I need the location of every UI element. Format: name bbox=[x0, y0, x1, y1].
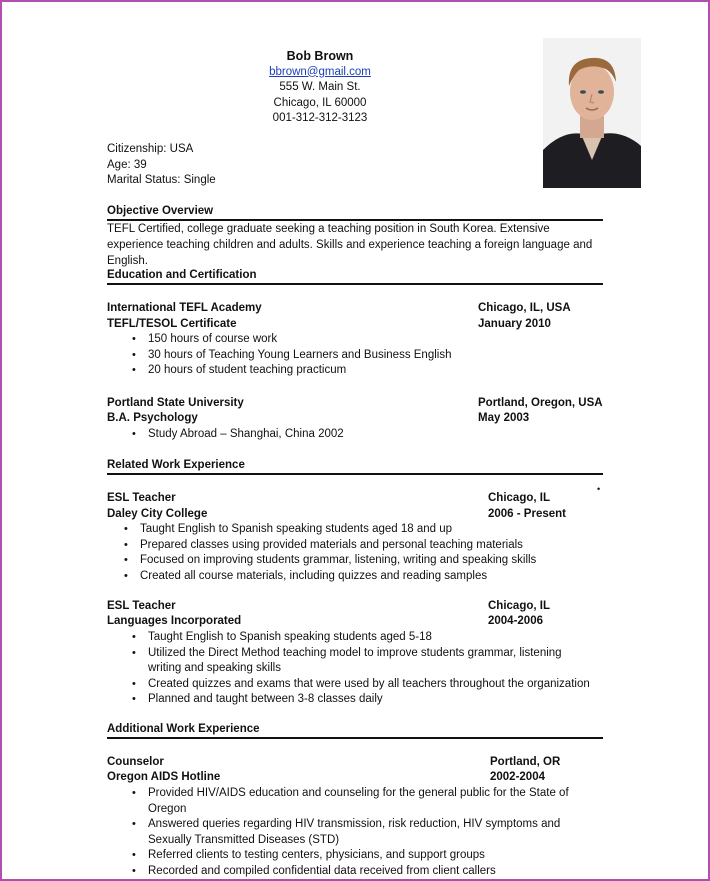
list-item: • Referred clients to testing centers, physicians, and support groups bbox=[148, 848, 569, 864]
job-bullets bbox=[148, 786, 569, 880]
candidate-name: Bob Brown bbox=[286, 49, 354, 63]
job-title: Counselor bbox=[107, 756, 164, 768]
list-item: • Utilized the Direct Method teaching model to improve students grammar, listening bbox=[148, 646, 590, 662]
list-item: • Taught English to Spanish speaking students aged 5-18 bbox=[148, 630, 590, 646]
job-dates: 2002-2004 bbox=[490, 771, 545, 783]
education-date: May 2003 bbox=[478, 412, 530, 424]
job-title: ESL Teacher bbox=[107, 492, 176, 504]
list-item: • Created all course materials, including quizzes and reading samples bbox=[140, 569, 536, 585]
job-org: Oregon AIDS Hotline bbox=[107, 771, 221, 783]
education-date: January 2010 bbox=[478, 318, 551, 330]
job-org: Languages Incorporated bbox=[107, 615, 242, 627]
list-item: • Study Abroad – Shanghai, China 2002 bbox=[148, 427, 344, 443]
objective-text: TEFL Certified, college graduate seeking a teaching position in South Korea. Extensive experience teaching children and adults. Skills and experience teaching a foreign language and English. bbox=[107, 223, 593, 267]
education-institution: International TEFL Academy bbox=[107, 302, 262, 314]
education-bullets bbox=[148, 332, 451, 379]
list-item: • Created quizzes and exams that were used by all teachers throughout the organization bbox=[148, 677, 590, 693]
job-bullets bbox=[148, 630, 590, 708]
list-item-continuation: Sexually Transmitted Diseases (STD) bbox=[148, 833, 340, 846]
list-item: • Recorded and compiled confidential data received from client callers bbox=[148, 864, 569, 880]
portrait-icon bbox=[543, 38, 641, 188]
job-location: Chicago, IL bbox=[488, 492, 550, 504]
list-item: • 20 hours of student teaching practicum bbox=[148, 363, 451, 379]
contact-block bbox=[220, 49, 420, 127]
age: Age: 39 bbox=[107, 159, 147, 171]
education-location: Portland, Oregon, USA bbox=[478, 397, 603, 409]
additional-work-heading: Additional Work Experience bbox=[107, 722, 603, 739]
phone-line: 001-312-312-3123 bbox=[272, 112, 368, 124]
job-location: Portland, OR bbox=[490, 756, 561, 768]
profile-photo bbox=[543, 38, 641, 188]
email-link[interactable]: bbrown@gmail.com bbox=[269, 65, 371, 78]
education-credential: B.A. Psychology bbox=[107, 412, 198, 424]
list-item-continuation: Oregon bbox=[148, 802, 187, 815]
list-item: • Answered queries regarding HIV transmission, risk reduction, HIV symptoms and bbox=[148, 817, 569, 833]
list-item: • Focused on improving students grammar, listening, writing and speaking skills bbox=[140, 553, 536, 569]
job-org: Daley City College bbox=[107, 508, 208, 520]
education-institution: Portland State University bbox=[107, 397, 244, 409]
education-heading: Education and Certification bbox=[107, 268, 603, 285]
education-credential: TEFL/TESOL Certificate bbox=[107, 318, 237, 330]
job-bullets bbox=[140, 522, 536, 584]
education-location: Chicago, IL, USA bbox=[478, 302, 571, 314]
list-item: • Taught English to Spanish speaking students aged 18 and up bbox=[140, 522, 536, 538]
list-item-continuation: writing and speaking skills bbox=[148, 662, 281, 675]
stray-bullet: • bbox=[597, 484, 601, 494]
list-item: • Provided HIV/AIDS education and counseling for the general public for the State of bbox=[148, 786, 569, 802]
list-item: • 150 hours of course work bbox=[148, 332, 451, 348]
job-location: Chicago, IL bbox=[488, 600, 550, 612]
list-item: • Prepared classes using provided materials and personal teaching materials bbox=[140, 538, 536, 554]
related-work-heading: Related Work Experience bbox=[107, 458, 603, 475]
address-line: 555 W. Main St. bbox=[279, 81, 361, 93]
list-item: • 30 hours of Teaching Young Learners and Business English bbox=[148, 348, 451, 364]
education-bullets bbox=[148, 427, 344, 443]
city-line: Chicago, IL 60000 bbox=[273, 96, 367, 109]
job-dates: 2004-2006 bbox=[488, 615, 543, 627]
list-item: • Planned and taught between 3-8 classes daily bbox=[148, 692, 590, 708]
job-title: ESL Teacher bbox=[107, 600, 176, 612]
marital-status: Marital Status: Single bbox=[107, 174, 216, 186]
job-dates: 2006 - Present bbox=[488, 508, 566, 520]
citizenship: Citizenship: USA bbox=[107, 143, 194, 155]
objective-heading: Objective Overview bbox=[107, 204, 603, 221]
